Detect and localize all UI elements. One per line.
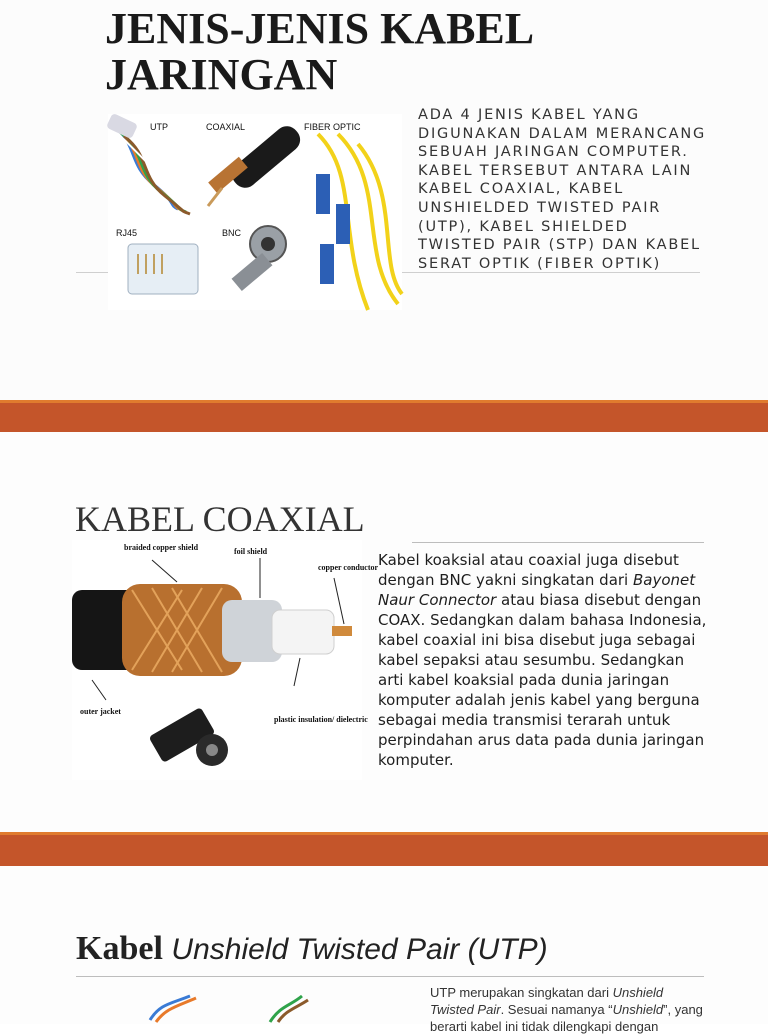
utp-image: [150, 994, 390, 1024]
slide3-title: Kabel Unshield Twisted Pair (UTP): [76, 930, 548, 967]
label-rj45: RJ45: [116, 228, 138, 238]
label-fiber: FIBER OPTIC: [304, 122, 361, 132]
slide-kabel-coaxial: [0, 432, 768, 832]
slide2-title: KABEL COAXIAL: [75, 499, 365, 539]
coaxial-diagram: [72, 540, 378, 780]
slide2-divider: [412, 542, 704, 543]
slide1-title: JENIS-JENIS KABEL JARINGAN: [105, 4, 532, 99]
label-braided: braided copper shield: [124, 543, 199, 552]
cable-types-image: [108, 114, 402, 310]
label-bnc: BNC: [222, 228, 242, 238]
label-utp: UTP: [150, 122, 168, 132]
slide3-body: UTP merupakan singkatan dari Unshield Twisted Pair. Sesuai namanya “Unshield”, yang berarti kabel ini tidak dilengkapi dengan: [430, 985, 703, 1034]
slide-jenis-kabel: [0, 0, 768, 400]
label-copper: copper conductor: [318, 563, 378, 572]
label-coaxial: COAXIAL: [206, 122, 246, 132]
slide1-body: ADA 4 JENIS KABEL YANG DIGUNAKAN DALAM MERANCANG SEBUAH JARINGAN COMPUTER. KABEL TERSEBUT ANTARA LAIN KABEL COAXIAL, KABEL UNSHIELDED TWISTED PAIR (UTP), KABEL SHIELDED TWISTED PAIR (STP) DAN KABEL SERAT OPTIK (FIBER OPTIK): [418, 107, 707, 272]
slide2-body: Kabel koaksial atau coaxial juga disebut dengan BNC yakni singkatan dari Bayonet Naur Connector atau biasa disebut dengan COAX. Sedangkan dalam bahasa Indonesia, kabel coaxial ini bisa disebut juga sebagai kabel sepaksi atau sesumbu. Sedangkan arti kabel koaksial pada dunia jaringan komputer adalah jenis kabel yang berguna sebagai media transmisi terarah untuk perpindahan arus data pada dunia jaringan komputer.: [378, 551, 707, 769]
slide3-divider: [76, 976, 704, 977]
label-insulation: plastic insulation/ dielectric: [274, 715, 368, 724]
separator-band: [0, 403, 768, 432]
label-jacket: outer jacket: [80, 707, 121, 716]
label-foil: foil shield: [234, 547, 268, 556]
slide-kabel-utp: [0, 866, 768, 1034]
separator-band-2: [0, 835, 768, 866]
